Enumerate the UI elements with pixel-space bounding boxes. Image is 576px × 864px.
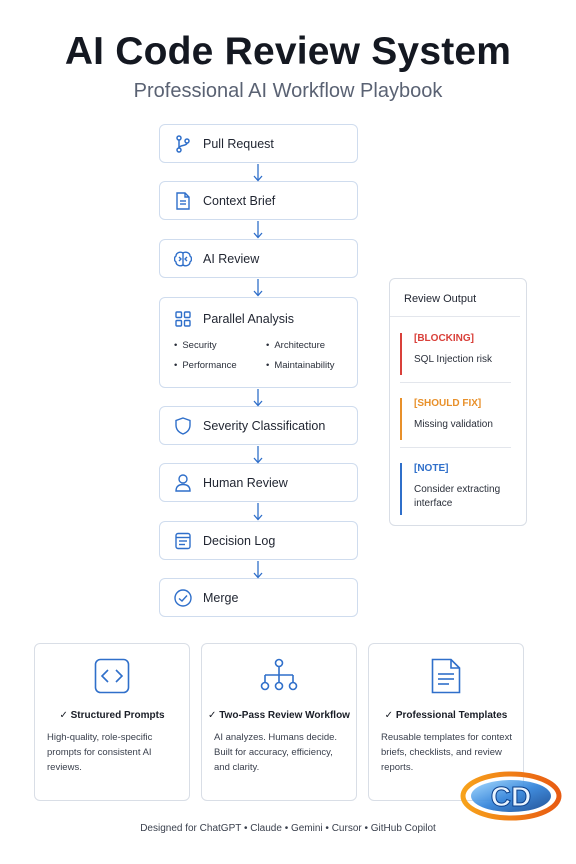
flow-arrow (252, 279, 264, 297)
shield-icon (174, 417, 192, 435)
template-icon (431, 658, 461, 699)
divider (400, 447, 511, 448)
step-label: Pull Request (203, 136, 274, 151)
page-subtitle: Professional AI Workflow Playbook (133, 80, 443, 102)
review-item-should-fix (400, 398, 510, 440)
step-pull-request (159, 124, 358, 163)
user-icon (174, 474, 192, 492)
flow-arrow (252, 389, 264, 407)
hierarchy-icon (259, 658, 299, 701)
feature-title: ✓ Structured Prompts (59, 710, 165, 721)
feature-description: High-quality, role-specific prompts for consistent AI reviews. (47, 732, 153, 773)
analysis-item: • Security (174, 340, 266, 351)
step-parallel-analysis (159, 297, 358, 388)
git-branch-icon (174, 135, 192, 153)
review-item-note (400, 463, 510, 515)
flow-arrow (252, 446, 264, 464)
step-label: Context Brief (203, 193, 276, 208)
page-title: AI Code Review System (64, 30, 512, 73)
analysis-item: • Architecture (266, 340, 366, 351)
severity-tag: [NOTE] (414, 463, 449, 474)
step-decision-log (159, 521, 358, 560)
review-item-text: Missing validation (414, 419, 493, 430)
feature-description: AI analyzes. Humans decide. Built for accuracy, efficiency, and clarity. (214, 732, 338, 773)
step-ai-review (159, 239, 358, 278)
feature-description: Reusable templates for context briefs, checklists, and review reports. (381, 732, 512, 773)
step-label: Severity Classification (203, 418, 326, 433)
flow-arrow (252, 561, 264, 579)
flow-arrow (252, 503, 264, 521)
code-icon (94, 658, 130, 699)
analysis-list (174, 340, 366, 371)
log-icon (174, 532, 192, 550)
feature-title: ✓ Professional Templates (384, 710, 508, 721)
step-merge (159, 578, 358, 617)
brain-icon (174, 250, 192, 268)
step-label: Parallel Analysis (203, 312, 295, 326)
footer-tools: Designed for ChatGPT • Claude • Gemini • Cursor • GitHub Copilot (140, 823, 436, 834)
flow-arrow (252, 221, 264, 239)
check-circle-icon (174, 589, 192, 607)
step-human-review (159, 463, 358, 502)
brand-logo (460, 766, 562, 824)
feature-card-two-pass (201, 643, 357, 801)
step-label: Decision Log (203, 533, 276, 548)
document-icon (174, 192, 192, 210)
step-label: Merge (203, 590, 239, 605)
review-item-text: Consider extracting interface (414, 484, 501, 509)
divider (400, 382, 511, 383)
flow-arrow (252, 164, 264, 182)
review-output-title: Review Output (390, 279, 520, 317)
severity-tag: [SHOULD FIX] (414, 398, 482, 409)
grid-icon (174, 310, 192, 328)
analysis-item: • Performance (174, 360, 266, 371)
feature-card-structured-prompts (34, 643, 190, 801)
step-label: Human Review (203, 475, 288, 490)
logo-text: CD (490, 781, 532, 812)
review-item-text: SQL Injection risk (414, 354, 492, 365)
step-context-brief (159, 181, 358, 220)
step-label: AI Review (203, 251, 260, 266)
step-severity-classification (159, 406, 358, 445)
feature-title: ✓ Two-Pass Review Workflow (208, 710, 350, 721)
review-item-blocking (400, 333, 510, 375)
severity-tag: [BLOCKING] (414, 333, 474, 344)
review-output-panel (389, 278, 527, 526)
analysis-item: • Maintainability (266, 360, 366, 371)
